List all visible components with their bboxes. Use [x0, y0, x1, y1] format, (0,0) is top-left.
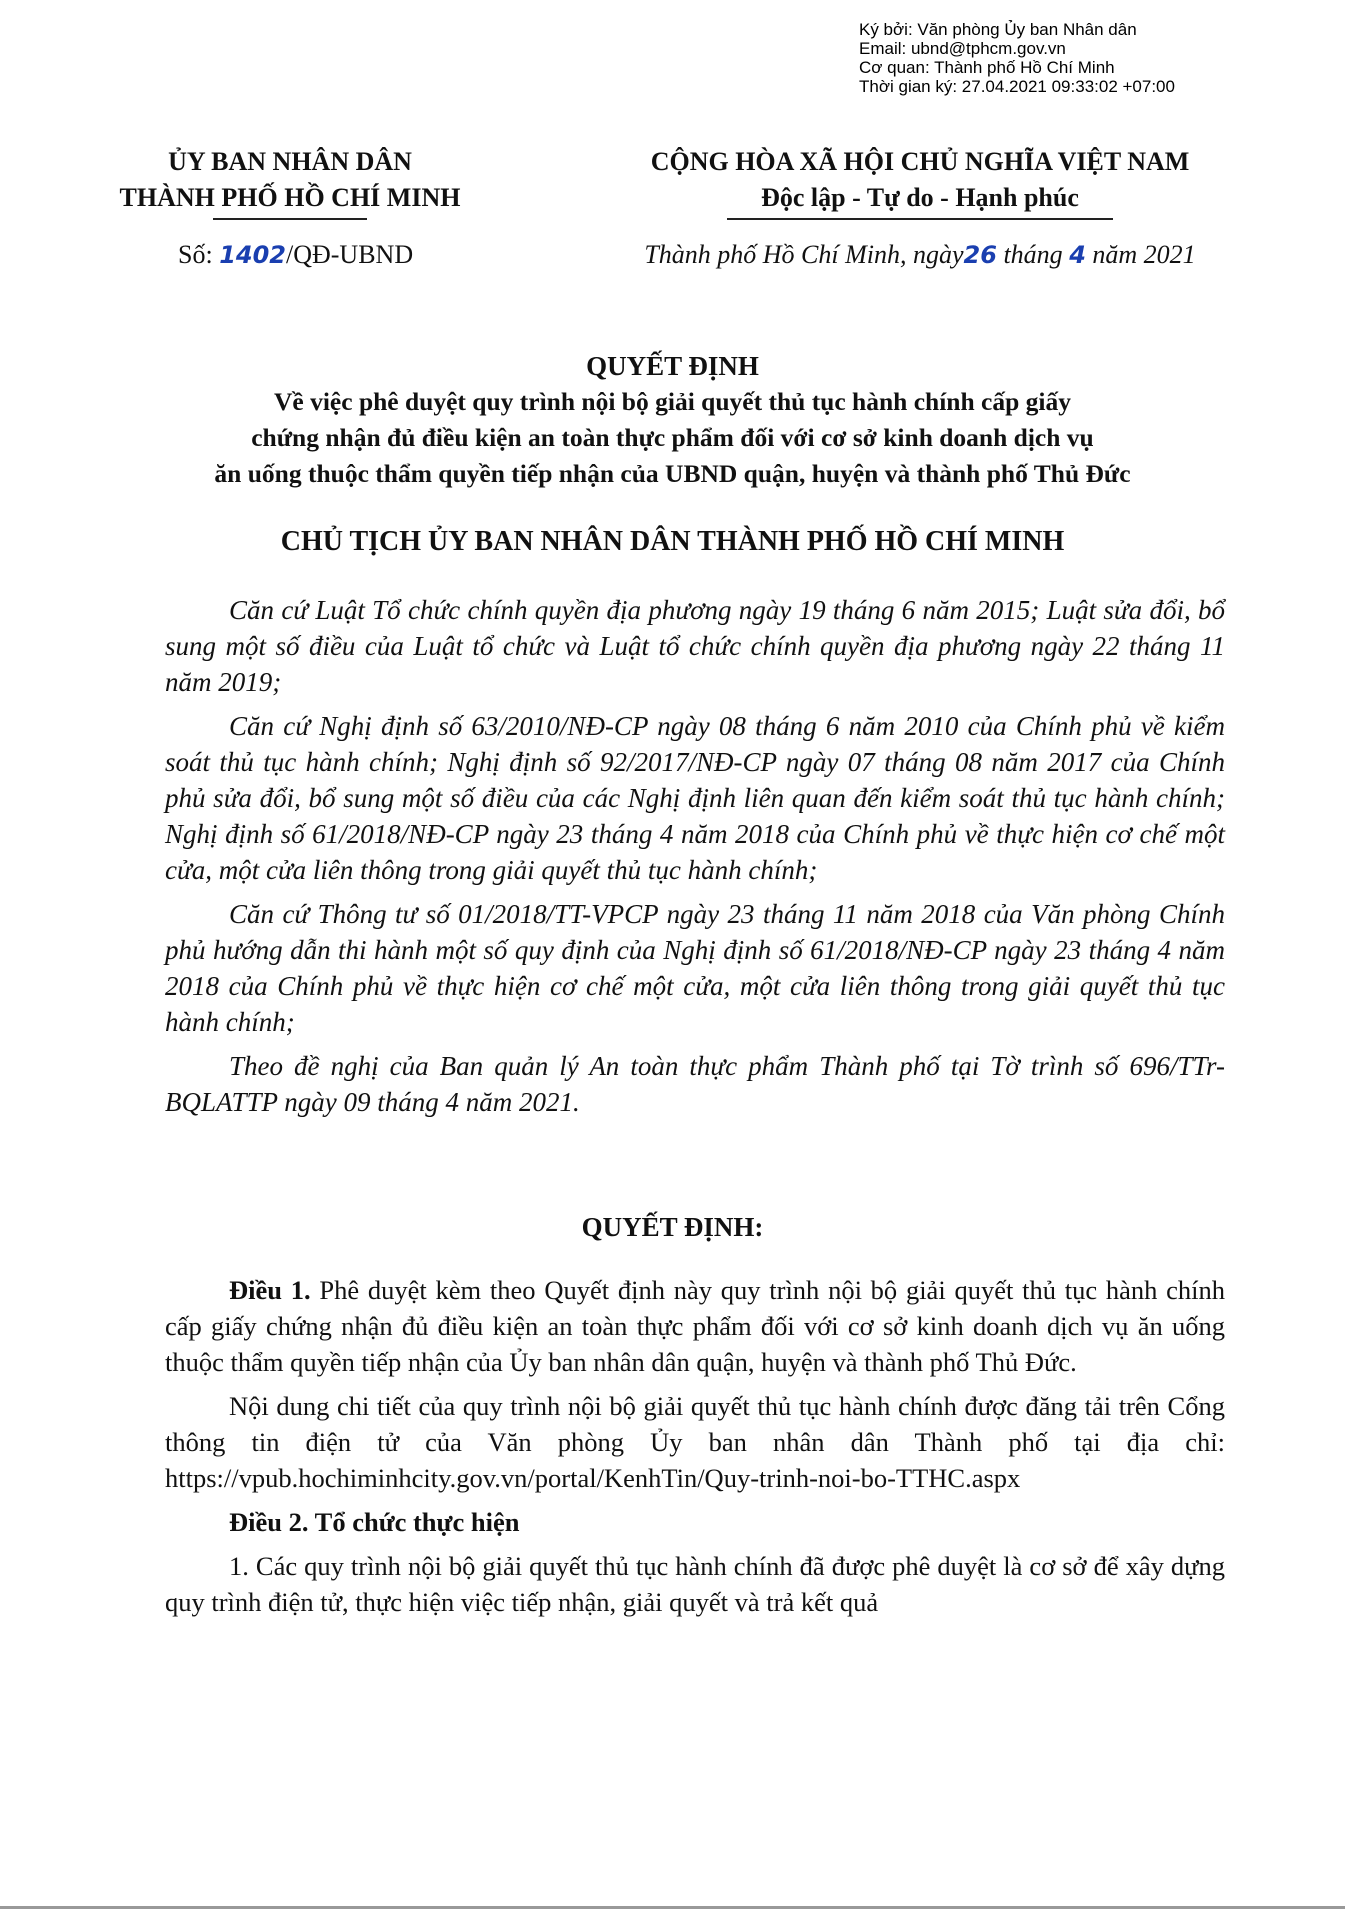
doc-no-suffix: /QĐ-UBND — [285, 240, 414, 269]
title-line-3: ăn uống thuộc thẩm quyền tiếp nhận của UBND quận, huyện và thành phố Thủ Đức — [214, 459, 1131, 488]
date-suffix: năm 2021 — [1092, 240, 1196, 269]
preamble-paragraph: Căn cứ Luật Tổ chức chính quyền địa phương ngày 19 tháng 6 năm 2015; Luật sửa đổi, bổ sung một số điều của Luật tổ chức và Luật tổ chức chính quyền địa phương ngày 22 tháng 11 năm 2019; — [165, 595, 1225, 697]
doc-no-prefix: Số: — [178, 240, 213, 269]
title-heading: QUYẾT ĐỊNH — [586, 351, 759, 381]
article-2-item-1: 1. Các quy trình nội bộ giải quyết thủ tục hành chính đã được phê duyệt là cơ sở để xây dựng quy trình điện tử, thực hiện việc tiếp nhận, giải quyết và trả kết quả — [165, 1551, 1225, 1617]
motto-underline — [727, 218, 1113, 220]
signature-agency: Cơ quan: Thành phố Hồ Chí Minh — [859, 58, 1115, 77]
article-1 — [165, 1272, 1225, 1380]
org-line-2: THÀNH PHỐ HỒ CHÍ MINH — [119, 183, 461, 212]
date-prefix: Thành phố Hồ Chí Minh, ngày — [644, 240, 964, 269]
articles — [165, 1272, 1225, 1628]
authority-heading: CHỦ TỊCH ỦY BAN NHÂN DÂN THÀNH PHỐ HỒ CHÍ MINH — [280, 526, 1065, 557]
article-2-label — [165, 1504, 1225, 1540]
signature-signed-by: Ký bởi: Văn phòng Ủy ban Nhân dân — [859, 20, 1137, 39]
title-line-1: Về việc phê duyệt quy trình nội bộ giải quyết thủ tục hành chính cấp giấy — [273, 387, 1072, 416]
document-title — [130, 348, 1215, 492]
preamble-paragraph: Căn cứ Thông tư số 01/2018/TT-VPCP ngày 23 tháng 11 năm 2018 của Văn phòng Chính phủ hướng dẫn thi hành một số quy định của Nghị định số 61/2018/NĐ-CP ngày 23 tháng 4 năm 2018 của Chính phủ về thực hiện cơ chế một cửa, một cửa liên thông trong giải quyết thủ tục hành chính; — [165, 899, 1225, 1037]
nation-line-2: Độc lập - Tự do - Hạnh phúc — [761, 183, 1079, 212]
title-line-2: chứng nhận đủ điều kiện an toàn thực phẩm đối với cơ sở kinh doanh dịch vụ — [251, 423, 1094, 452]
preamble-paragraph: Theo đề nghị của Ban quản lý An toàn thực phẩm Thành phố tại Tờ trình số 696/TTr-BQLATTP ngày 09 tháng 4 năm 2021. — [165, 1051, 1225, 1117]
article-1-text: Phê duyệt kèm theo Quyết định này quy trình nội bộ giải quyết thủ tục hành chính cấp giấy chứng nhận đủ điều kiện an toàn thực phẩm đối với cơ sở kinh doanh dịch vụ ăn uống thuộc thẩm quyền tiếp nhận của Ủy ban nhân dân quận, huyện và thành phố Thủ Đức. — [165, 1275, 1225, 1377]
signature-email: Email: ubnd@tphcm.gov.vn — [859, 39, 1066, 58]
signature-time: Thời gian ký: 27.04.2021 09:33:02 +07:00 — [859, 77, 1175, 96]
preamble-paragraph: Căn cứ Nghị định số 63/2010/NĐ-CP ngày 08 tháng 6 năm 2010 của Chính phủ về kiểm soát thủ tục hành chính; Nghị định số 92/2017/NĐ-CP ngày 07 tháng 08 năm 2017 của Chính phủ sửa đổi, bổ sung một số điều của các Nghị định liên quan đến kiểm soát thủ tục hành chính; Nghị định số 61/2018/NĐ-CP ngày 23 tháng 4 năm 2018 của Chính phủ về thực hiện cơ chế một cửa, một cửa liên thông trong giải quyết thủ tục hành chính; — [165, 711, 1225, 885]
org-line-1: ỦY BAN NHÂN DÂN — [168, 147, 412, 176]
org-underline — [213, 218, 367, 220]
article-2-heading: Điều 2. Tổ chức thực hiện — [229, 1507, 520, 1537]
national-motto — [590, 144, 1250, 220]
preamble — [165, 592, 1225, 1128]
nation-line-1: CỘNG HÒA XÃ HỘI CHỦ NGHĨA VIỆT NAM — [650, 147, 1190, 176]
date-day-handwritten: 26 — [963, 241, 997, 269]
date-month-handwritten: 4 — [1069, 241, 1086, 269]
date-mid: tháng — [1003, 240, 1063, 269]
issue-date — [590, 240, 1250, 270]
decision-heading: QUYẾT ĐỊNH: — [581, 1212, 764, 1242]
article-1-label: Điều 1. — [229, 1275, 311, 1305]
scan-bottom-edge — [0, 1906, 1345, 1909]
digital-signature-block — [859, 20, 1175, 96]
document-number — [178, 240, 413, 270]
article-1-detail: Nội dung chi tiết của quy trình nội bộ giải quyết thủ tục hành chính được đăng tải trên Cổng thông tin điện tử của Văn phòng Ủy ban nhân dân Thành phố tại địa chỉ: https://vpub.hochiminhcity.gov.vn/portal/KenhTin/Quy-trinh-noi-bo-TTHC.aspx — [165, 1391, 1225, 1493]
issuing-organization — [110, 144, 470, 220]
doc-no-handwritten: 1402 — [219, 241, 286, 269]
